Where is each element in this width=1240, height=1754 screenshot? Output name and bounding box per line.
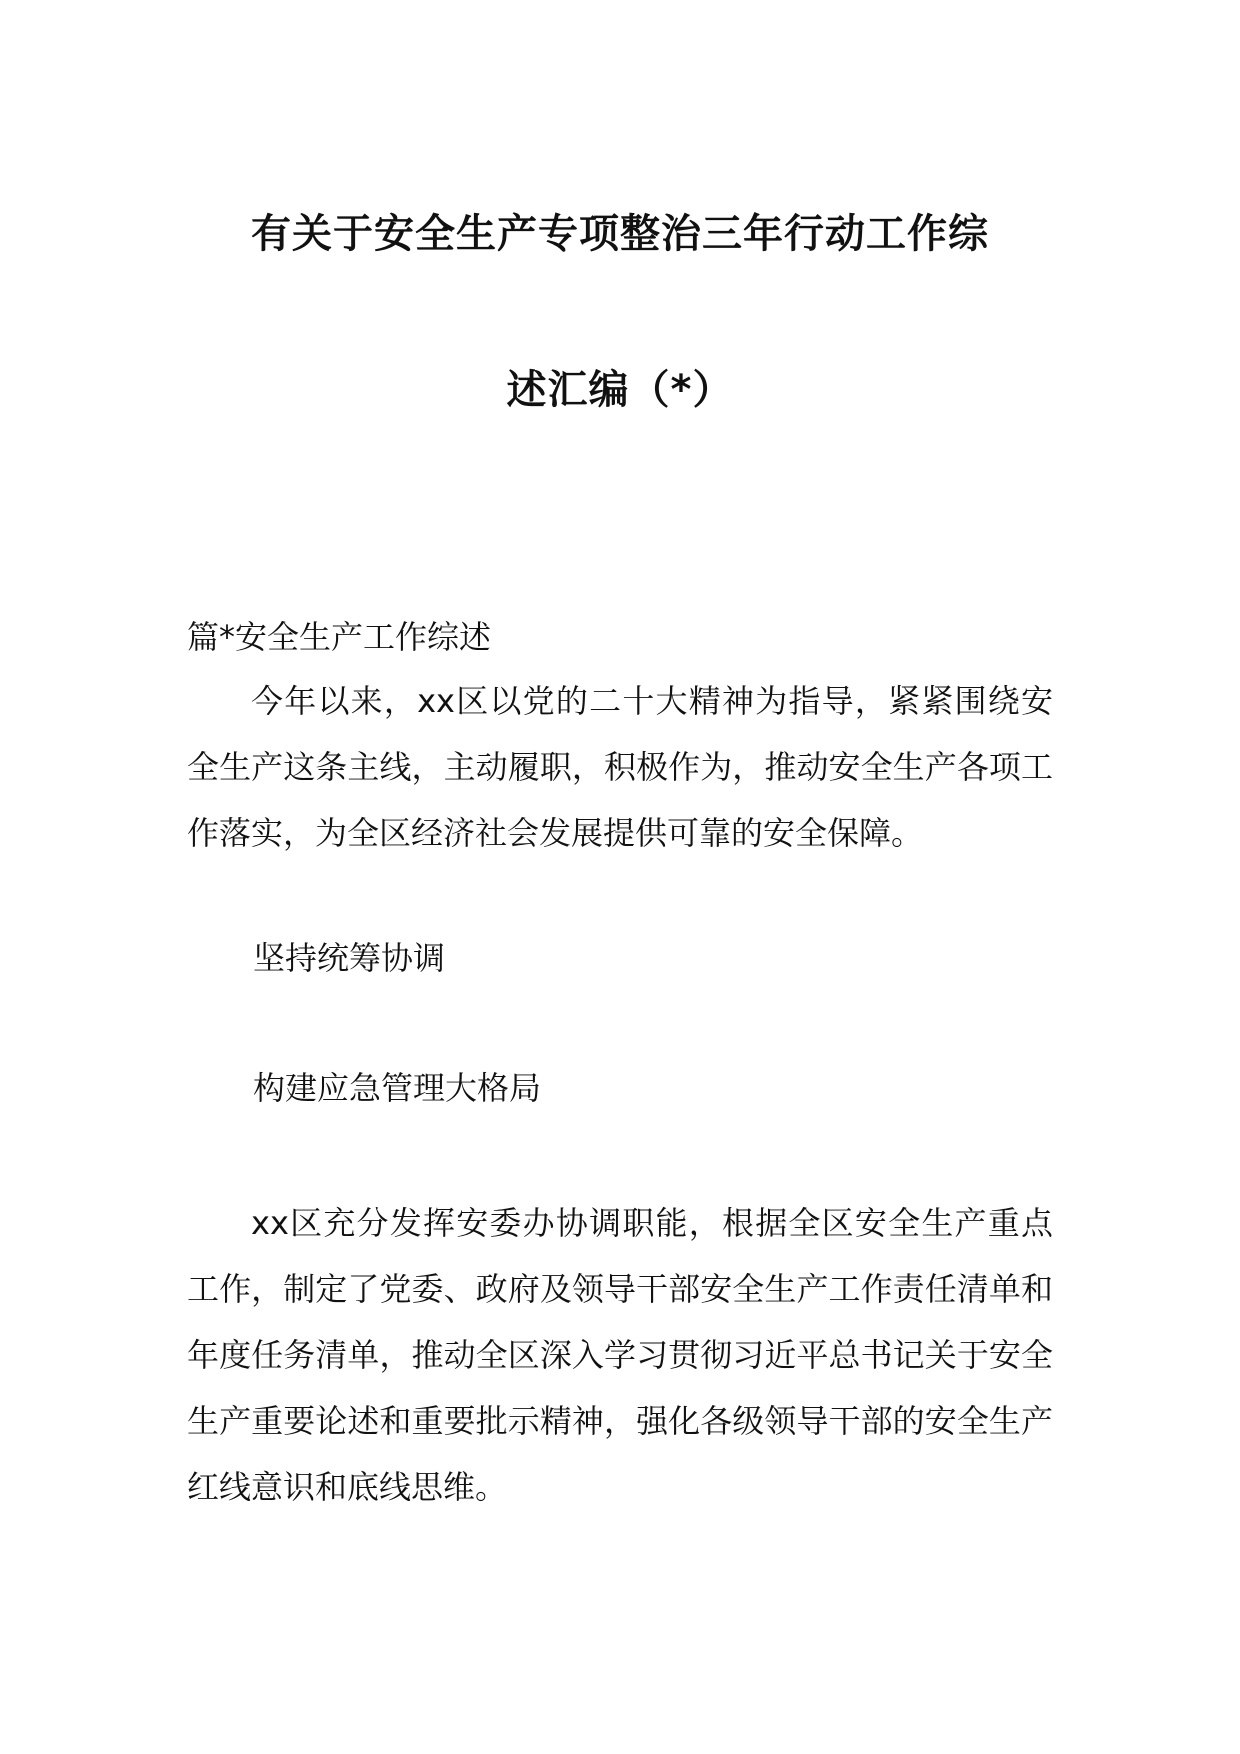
body-paragraph-1: 今年以来，xx区以党的二十大精神为指导，紧紧围绕安全生产这条主线，主动履职，积极作为，推动安全生产各项工作落实，为全区经济社会发展提供可靠的安全保障。 (187, 682, 1053, 852)
section-heading: 篇*安全生产工作综述 (187, 618, 492, 656)
body-paragraph-2: xx区充分发挥安委办协调职能，根据全区安全生产重点工作，制定了党委、政府及领导干部安全生产工作责任清单和年度任务清单，推动全区深入学习贯彻习近平总书记关于安全生产重要论述和重要批示精神，强化各级领导干部的安全生产红线意识和底线思维。 (187, 1204, 1053, 1506)
subheading-1: 坚持统筹协调 (253, 939, 446, 977)
document-title-line-1: 有关于安全生产专项整治三年行动工作综 (251, 211, 989, 257)
subheading-2: 构建应急管理大格局 (253, 1069, 542, 1107)
document-title-line-2: 述汇编（*） (506, 367, 734, 413)
